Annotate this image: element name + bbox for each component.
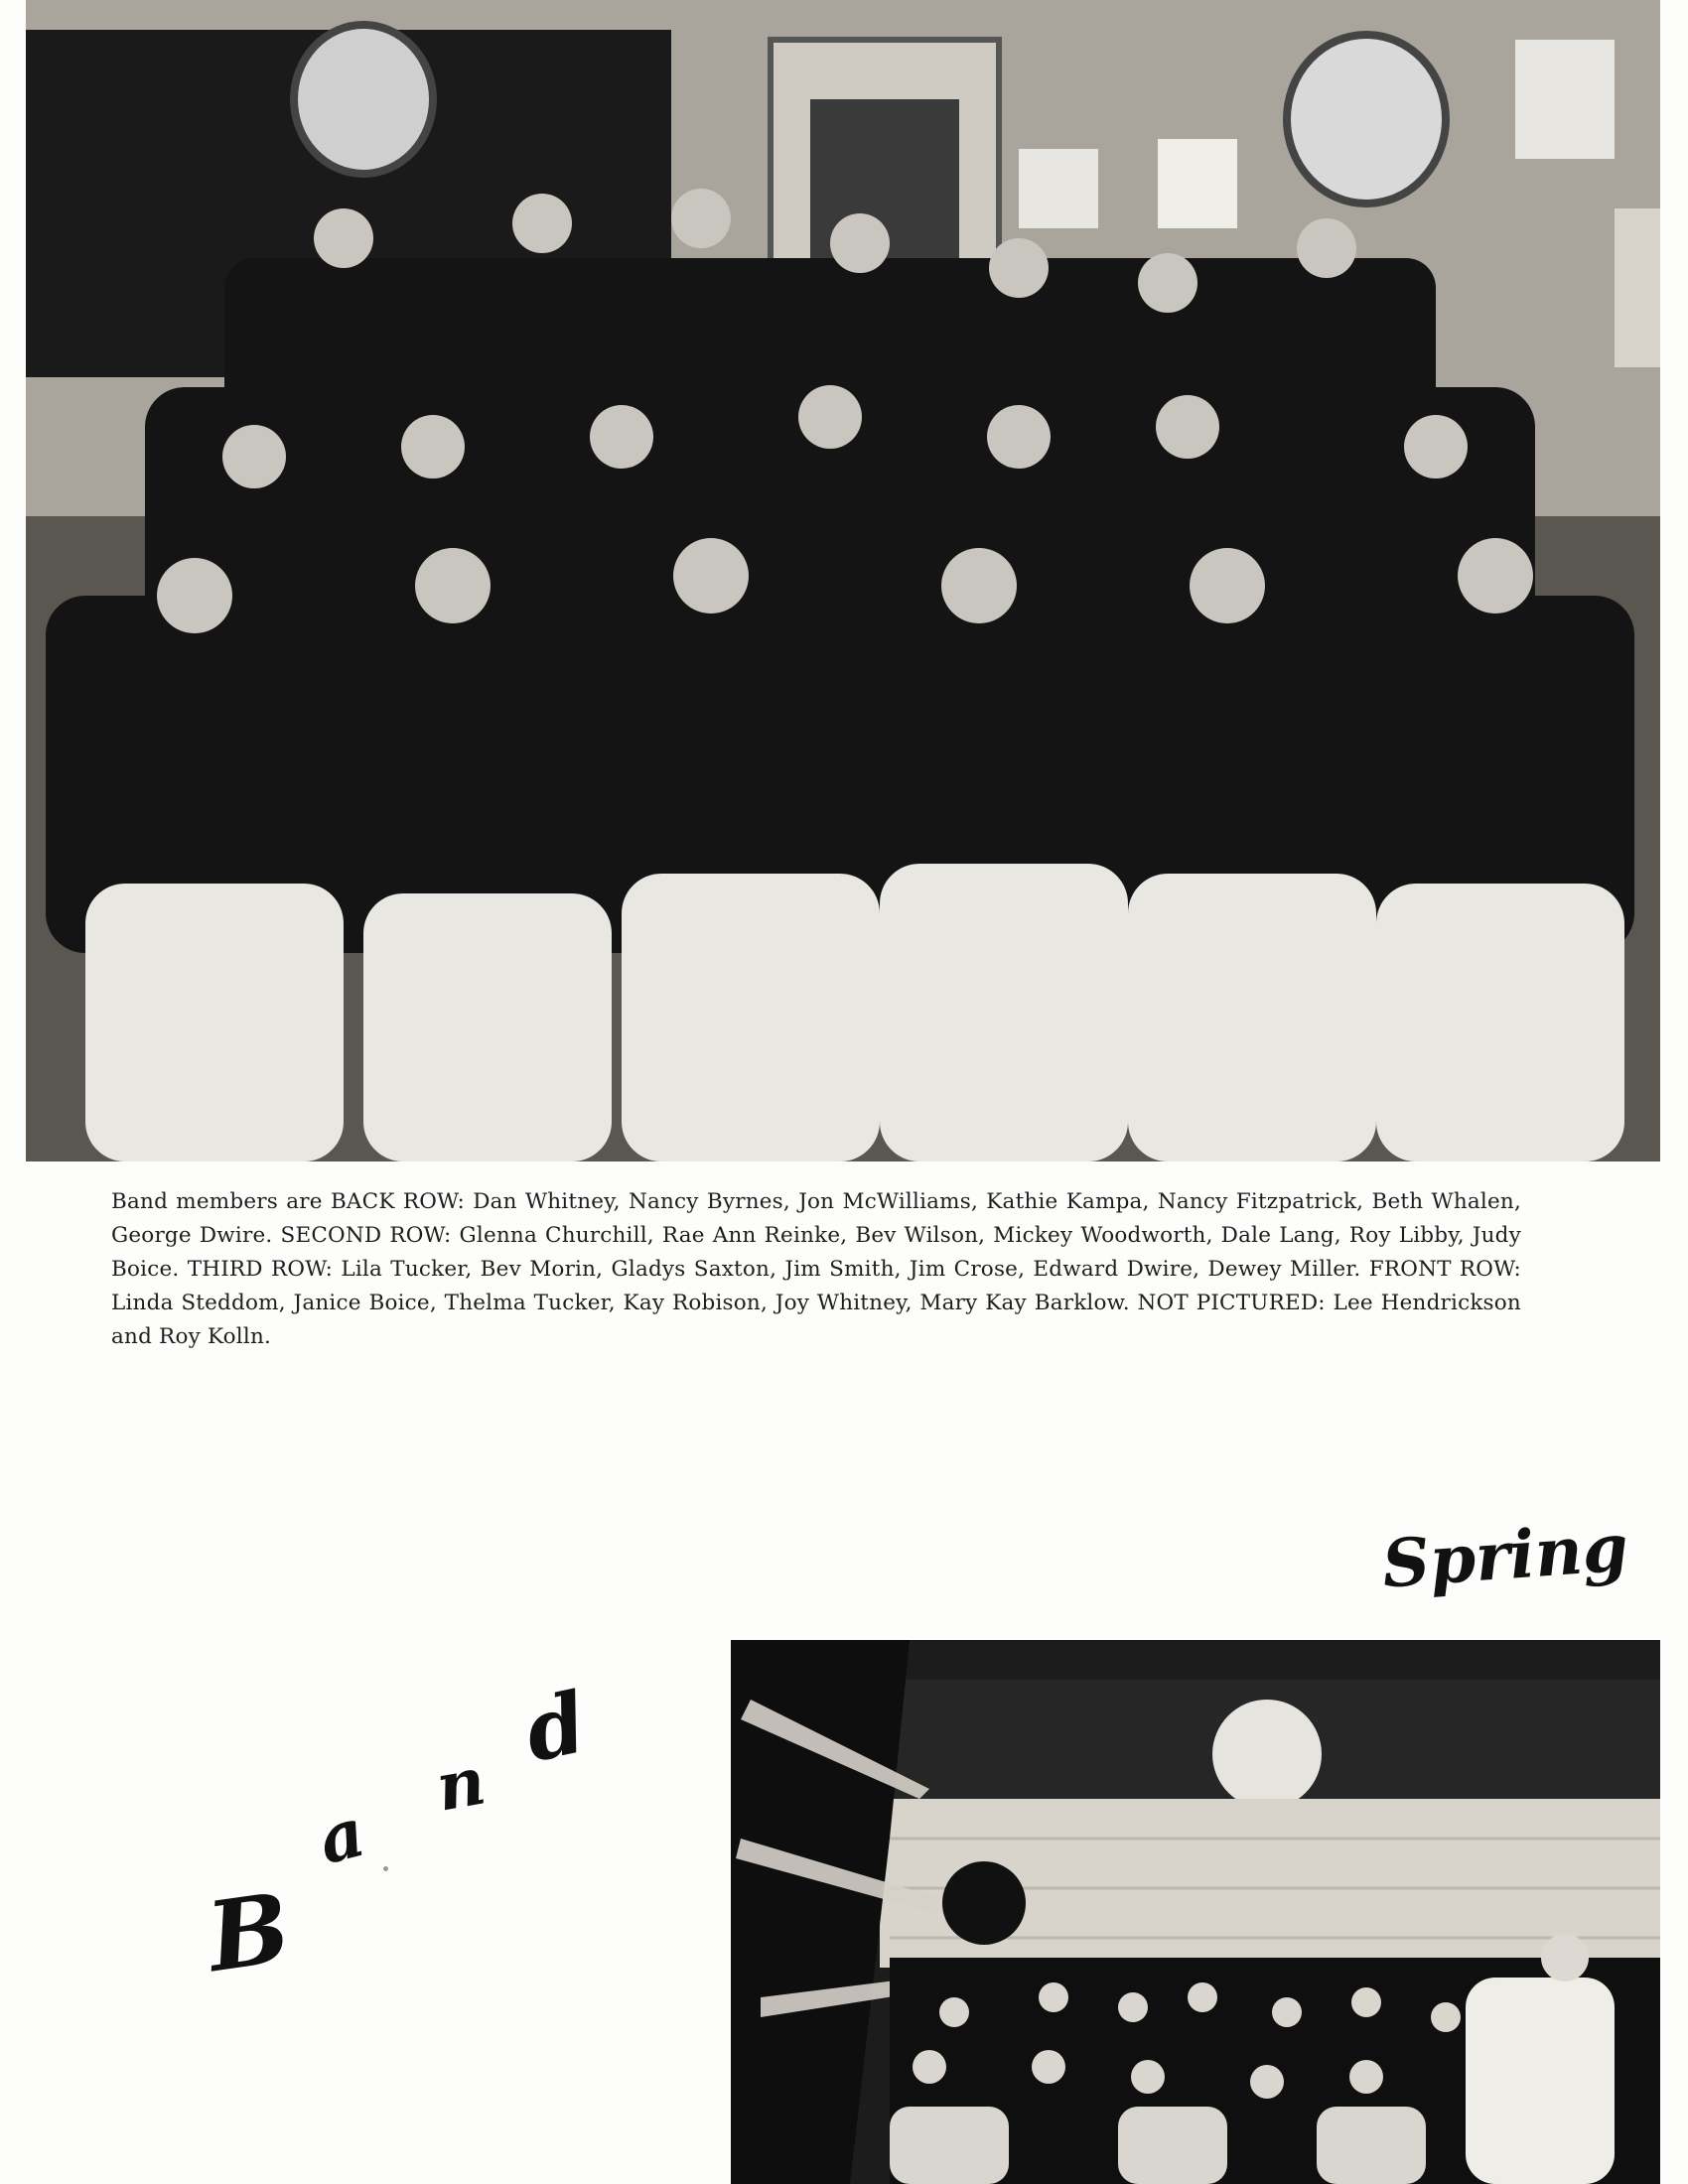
not-pictured-label: NOT PICTURED: [1137,1291,1326,1315]
headline-spring: Spring [1379,1508,1631,1603]
headline-letter-a: a [310,1792,373,1881]
third-row-label: THIRD ROW: [187,1257,334,1282]
not-pictured-names: Lee Hendrickson and Roy Kolln. [111,1291,1521,1349]
second-row-names: Glenna Churchill, Rae Ann Reinke, Bev Wilson, Mickey Woodworth, Dale Lang, Roy Libby, Judy Boice. [111,1223,1521,1282]
second-row-label: SECOND ROW: [280,1223,452,1248]
back-row-label: BACK ROW: [330,1189,465,1214]
concert-photo-art [731,1640,1660,2184]
band-group-photo [26,0,1660,1161]
band-group-photo-art [26,0,1660,1161]
caption-intro: Band members are [111,1189,323,1214]
concert-photo [731,1640,1660,2184]
front-row-names: Linda Steddom, Janice Boice, Thelma Tucker, Kay Robison, Joy Whitney, Mary Kay Barklow. [111,1291,1130,1315]
third-row-names: Lila Tucker, Bev Morin, Gladys Saxton, Jim Smith, Jim Crose, Edward Dwire, Dewey Miller. [341,1257,1361,1282]
headline-letter-d: d [516,1672,595,1782]
headline-letter-b: B [201,1870,297,1994]
back-row-names: Dan Whitney, Nancy Byrnes, Jon McWilliams, Kathie Kampa, Nancy Fitzpatrick, Beth Whalen, George Dwire. [111,1189,1521,1248]
headline-letter-n: n [430,1741,492,1827]
front-row-label: FRONT ROW: [1368,1257,1521,1282]
speck [383,1866,388,1871]
photo-caption [111,1185,1521,1354]
